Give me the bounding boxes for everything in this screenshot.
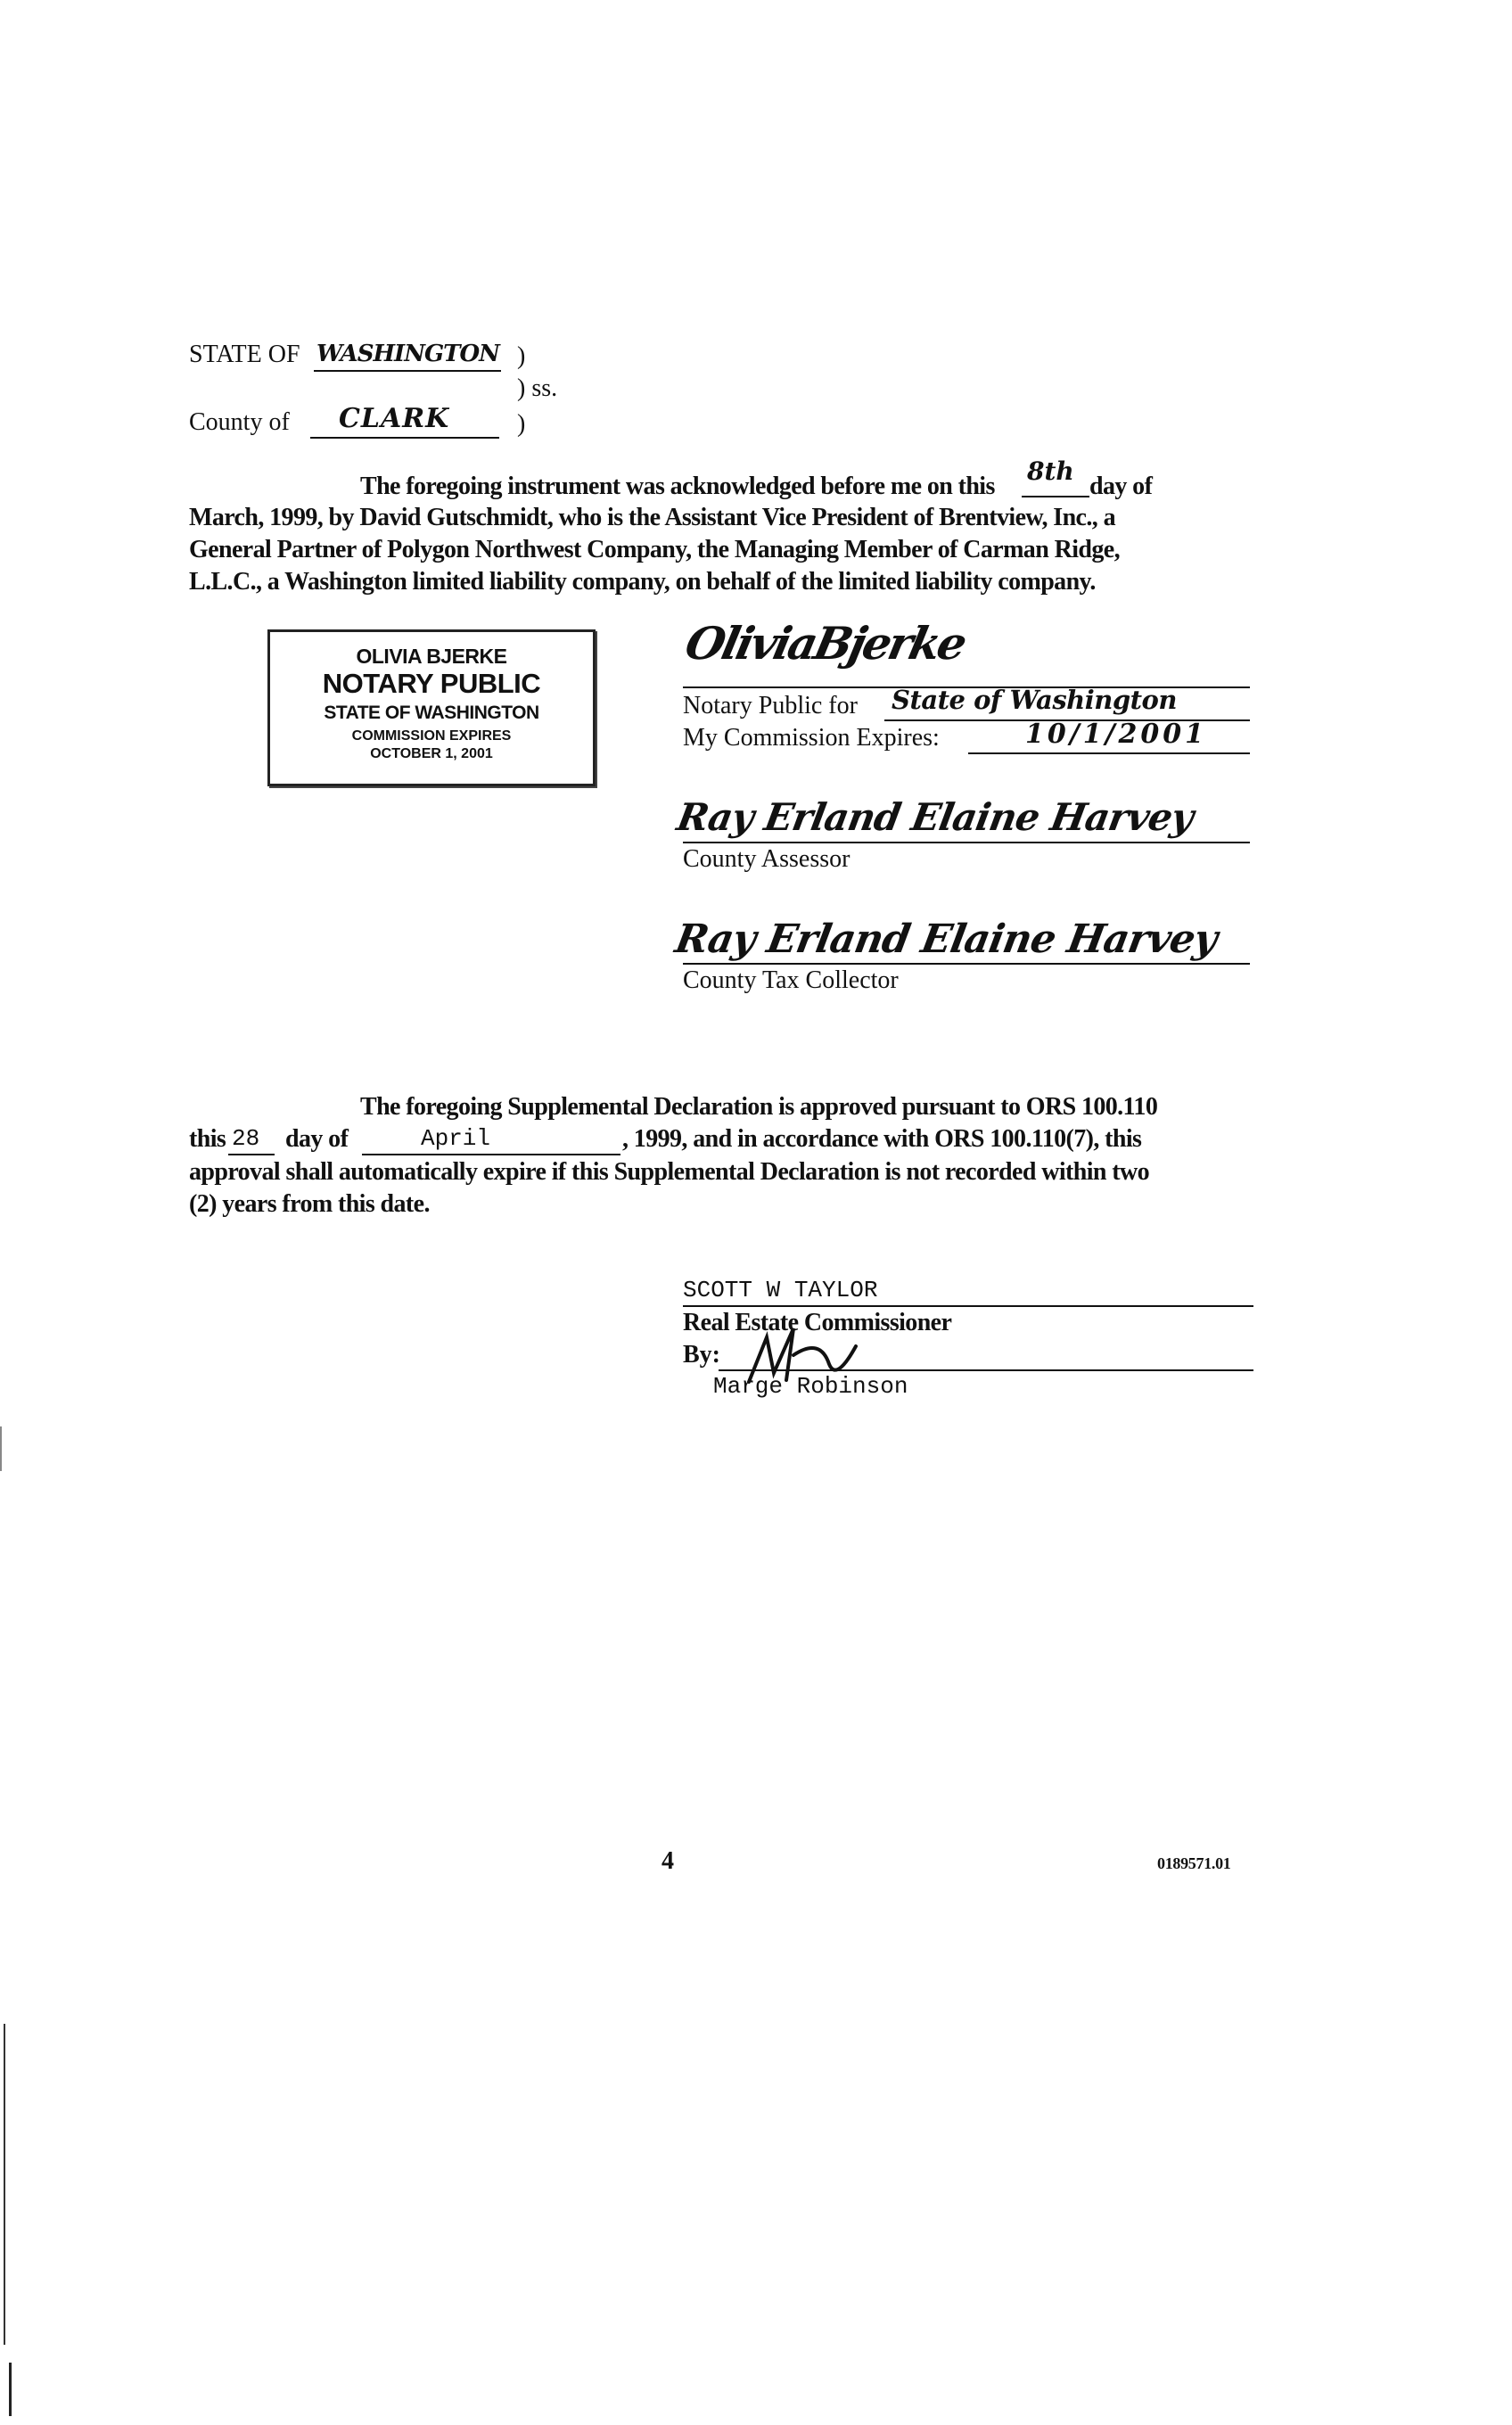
approval-day-value: 28 [232, 1125, 260, 1152]
county-underline [310, 437, 499, 439]
state-line [189, 341, 300, 369]
notary-public-value: State of Washington [892, 685, 1177, 715]
approval-day-underline [228, 1154, 275, 1155]
assessor-signature: Ray Erland Elaine Harvey [673, 795, 1196, 839]
state-underline [314, 370, 501, 372]
approval-month-underline [362, 1154, 620, 1155]
ack-day-of: day of [1089, 473, 1153, 500]
commissioner-by-name: Marge Robinson [713, 1373, 908, 1400]
ack-day-underline [1022, 496, 1089, 497]
tax-collector-signature: Ray Erland Elaine Harvey [671, 917, 1220, 962]
ack-day-value: 8th [1027, 456, 1074, 486]
approval-line-4: (2) years from this date. [189, 1190, 430, 1218]
scan-edge-mark-lower [9, 2363, 12, 2416]
ack-line-4: L.L.C., a Washington limited liability company, on behalf of the limited liability company. [189, 568, 1096, 596]
commissioner-name-line [683, 1305, 1253, 1307]
venue-ss: ) ss. [517, 374, 558, 402]
stamp-date: OCTOBER 1, 2001 [370, 746, 493, 761]
approval-line-3: approval shall automatically expire if this Supplemental Declaration is not recorded within two [189, 1158, 1150, 1186]
approval-line-1: The foregoing Supplemental Declaration is approved pursuant to ORS 100.110 [360, 1093, 1158, 1121]
commissioner-title: Real Estate Commissioner [683, 1309, 952, 1336]
commissioner-by-label: By: [683, 1341, 720, 1369]
scan-edge-mark [4, 2024, 5, 2345]
notary-signature: OliviaBjerke [680, 617, 970, 670]
tax-collector-label: County Tax Collector [683, 966, 899, 994]
ack-line-1 [360, 473, 995, 501]
approval-this: this [189, 1125, 226, 1153]
approval-month-value: April [421, 1125, 491, 1152]
county-value: CLARK [339, 403, 450, 434]
scan-edge-mark-mid [0, 1426, 2, 1471]
document-number: 0189571.01 [1157, 1854, 1231, 1872]
assessor-label: County Assessor [683, 845, 850, 873]
commission-expires-value: 10/1/2001 [1025, 719, 1208, 750]
stamp-state: STATE OF WASHINGTON [324, 703, 539, 723]
venue-paren-2: ) [517, 410, 526, 438]
ack-line-3: General Partner of Polygon Northwest Company, the Managing Member of Carman Ridge, [189, 536, 1120, 563]
venue-paren-1: ) [517, 342, 526, 370]
state-label: STATE OF [189, 341, 300, 368]
county-label: County of [189, 408, 290, 436]
notary-stamp [267, 629, 596, 786]
page-number: 4 [662, 1847, 674, 1875]
state-value: WASHINGTON [316, 341, 499, 367]
commissioner-name: SCOTT W TAYLOR [683, 1277, 878, 1303]
ack-line-1-pre: The foregoing instrument was acknowledged before me on this [360, 473, 995, 500]
notary-public-label: Notary Public for [683, 692, 858, 719]
stamp-commission: COMMISSION EXPIRES [351, 728, 512, 744]
ack-line-2: March, 1999, by David Gutschmidt, who is the Assistant Vice President of Brentview, Inc., a [189, 504, 1115, 531]
commission-expires-label: My Commission Expires: [683, 724, 940, 752]
approval-day-of: day of [285, 1125, 349, 1153]
commission-expires-underline [968, 752, 1250, 754]
approval-line-2-post: , 1999, and in accordance with ORS 100.110(7), this [622, 1125, 1142, 1153]
stamp-name: OLIVIA BJERKE [356, 645, 507, 668]
stamp-title: NOTARY PUBLIC [322, 668, 541, 699]
assessor-signature-line [683, 842, 1250, 843]
tax-collector-signature-line [683, 963, 1250, 965]
